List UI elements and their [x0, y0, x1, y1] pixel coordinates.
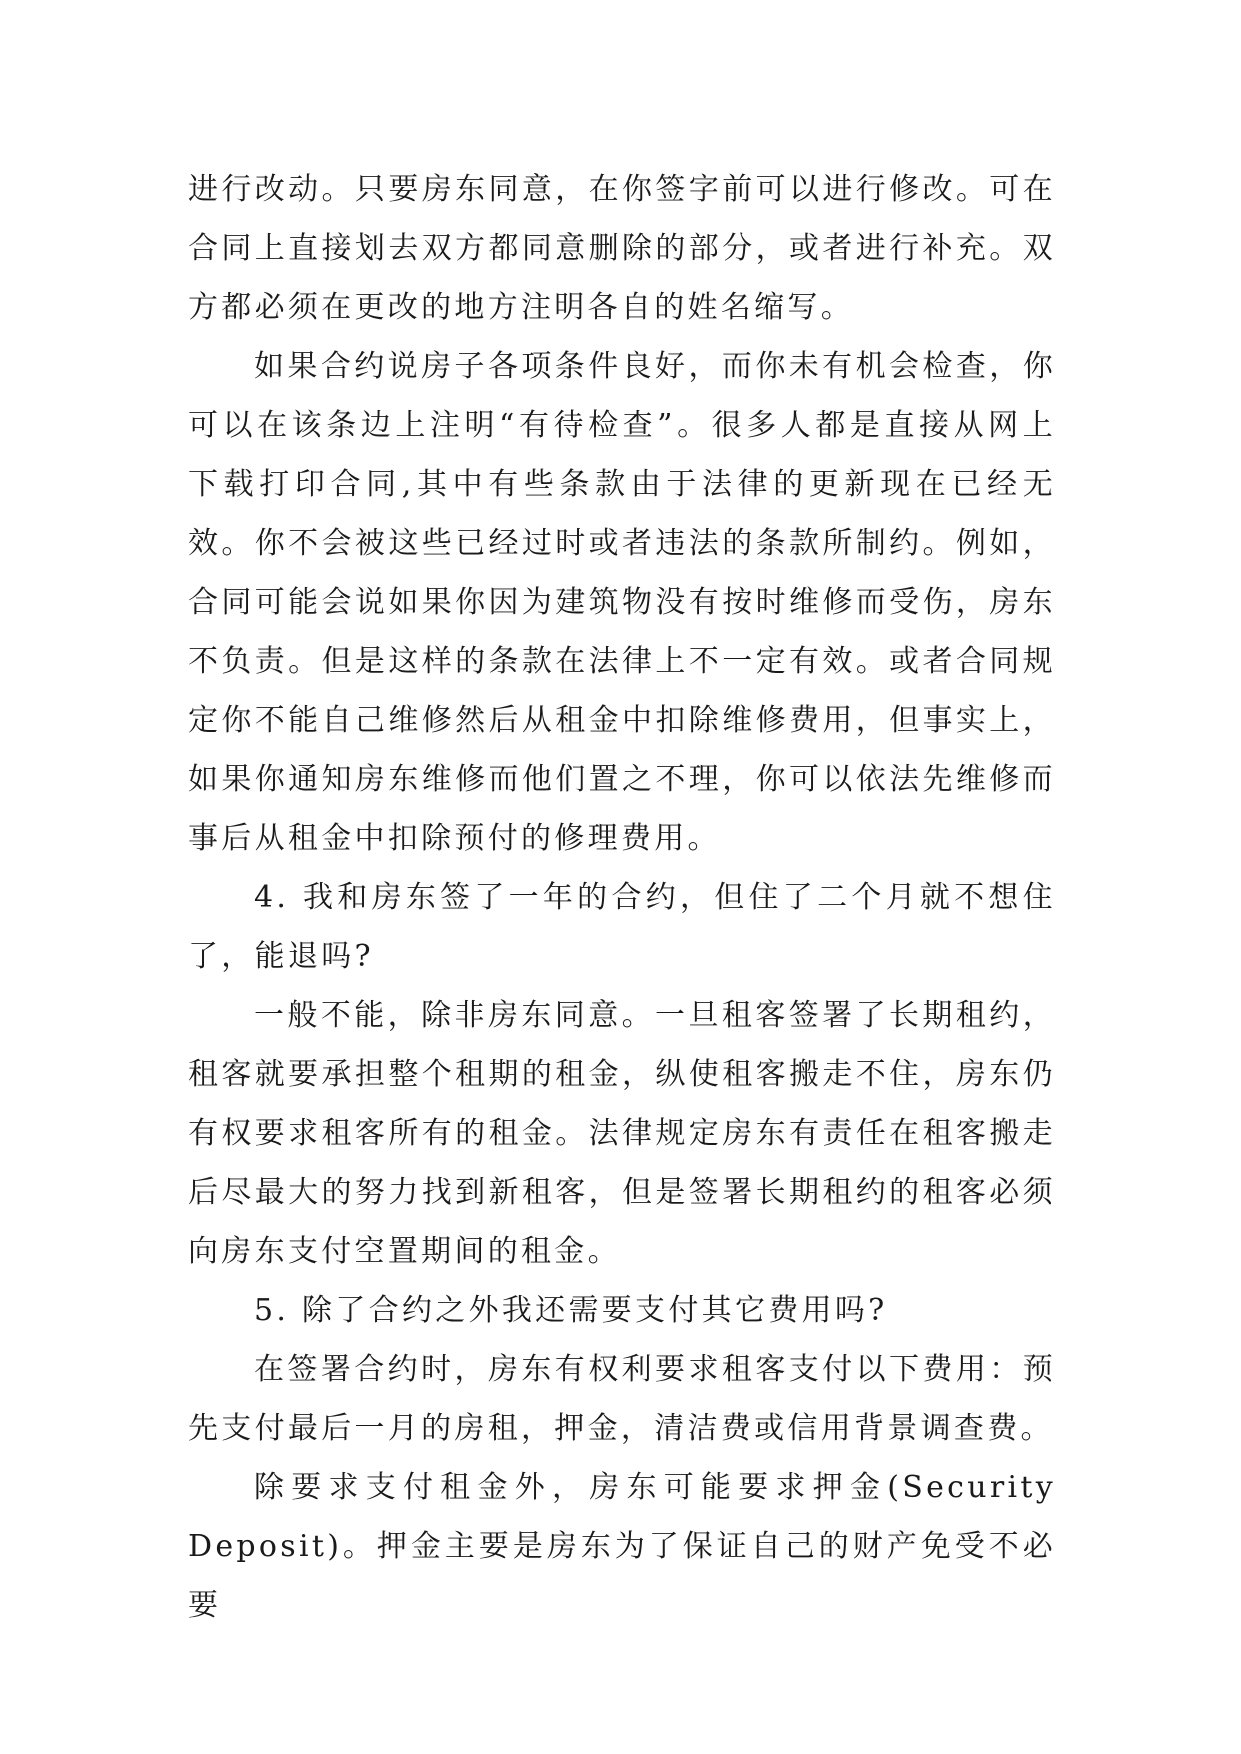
- paragraph-p6: 在签署合约时，房东有权利要求租客支付以下费用：预先支付最后一月的房租，押金，清洁费或信用背景调查费。: [188, 1352, 1056, 1446]
- question-heading-4: 4. 我和房东签了一年的合约，但住了二个月就不想住了，能退吗?: [188, 880, 1056, 974]
- question-heading-5: 5. 除了合约之外我还需要支付其它费用吗?: [254, 1293, 888, 1328]
- paragraph-p4: 一般不能，除非房东同意。一旦租客签署了长期租约，租客就要承担整个租期的租金，纵使租客搬走不住，房东仍有权要求租客所有的租金。法律规定房东有责任在租客搬走后尽最大的努力找到新租客，但是签署长期租约的租客必须向房东支付空置期间的租金。: [188, 998, 1056, 1269]
- body-text: [188, 160, 1056, 1635]
- paragraph-p1: 进行改动。只要房东同意，在你签字前可以进行修改。可在合同上直接划去双方都同意删除的部分，或者进行补充。双方都必须在更改的地方注明各自的姓名缩写。: [188, 172, 1056, 325]
- paragraph-p7: 除要求支付租金外，房东可能要求押金(Security Deposit)。押金主要是房东为了保证自己的财产免受不必要: [188, 1470, 1056, 1623]
- paragraph-p2: 如果合约说房子各项条件良好，而你未有机会检查，你可以在该条边上注明“有待检查”。很多人都是直接从网上下载打印合同,其中有些条款由于法律的更新现在已经无效。你不会被这些已经过时或者违法的条款所制约。例如，合同可能会说如果你因为建筑物没有按时维修而受伤，房东不负责。但是这样的条款在法律上不一定有效。或者合同规定你不能自己维修然后从租金中扣除维修费用，但事实上，如果你通知房东维修而他们置之不理，你可以依法先维修而事后从租金中扣除预付的修理费用。: [188, 349, 1056, 856]
